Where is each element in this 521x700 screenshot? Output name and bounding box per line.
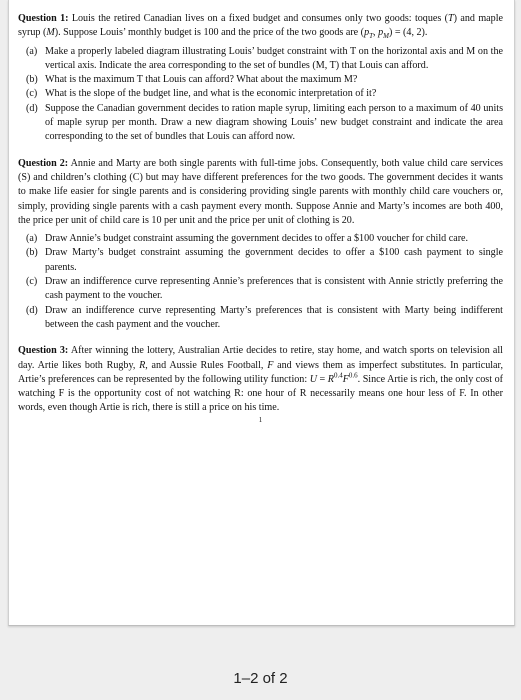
- question-2-parts: [18, 232, 503, 332]
- question-2-part-c: (c) Draw an indifference curve representing Annie’s preferences that is consistent with Annie strictly preferring the cash payment to the voucher.: [26, 276, 503, 302]
- page-number: 1: [258, 415, 263, 424]
- question-2-part-b: (b) Draw Marty’s budget constraint assuming the government decides to offer a $100 cash payment to single parents.: [26, 247, 503, 273]
- question-1-part-c: (c) What is the slope of the budget line, and what is the economic interpretation of it?: [26, 88, 377, 100]
- question-1-part-d: (d) Suppose the Canadian government decides to ration maple syrup, limiting each person to a maximum of 40 units of maple syrup per month. Draw a new diagram showing Louis’ new budget constraint and indicate the area corresponding to the set of bundles that Louis can afford now.: [26, 102, 503, 143]
- page-content: [18, 12, 503, 424]
- question-2-label: Question 2:: [18, 157, 69, 169]
- question-1-label: Question 1:: [18, 13, 69, 24]
- question-2-part-a: (a) Draw Annie’s budget constraint assuming the government decides to offer a $100 voucher for child care.: [26, 233, 469, 245]
- page-indicator: 1–2 of 2: [233, 670, 288, 687]
- document-page: [8, 0, 515, 626]
- question-3-intro: Question 3: After winning the lottery, Australian Artie decides to retire, stay home, and watch sports on television all day. Artie likes both Rugby, R, and Aussie Rules Football, F and views them as imperfect substitutes. In particular, Artie’s preferences can be represented by the following utility function: $U = R^{0.4}F^{0.6}$. Since Artie is rich, the only cost of watching F is the opportunity cost of not watching R: one hour of R necessarily means one hour less of F. In other words, even though Artie is rich, there is still a price on his time.: [18, 345, 504, 414]
- question-1-parts: [18, 45, 503, 145]
- question-3-label: Question 3:: [18, 345, 69, 357]
- question-2-part-d: (d) Draw an indifference curve representing Marty’s preferences that is consistent with Marty being indifferent between the cash payment and the voucher.: [26, 304, 503, 330]
- question-1-part-a: (a) Make a properly labeled diagram illustrating Louis’ budget constraint with T on the horizontal axis and M on the vertical axis. Indicate the area corresponding to the set of bundles (M, T) that Louis can afford.: [26, 45, 503, 71]
- question-1-part-b: (b) What is the maximum T that Louis can afford? What about the maximum M?: [26, 74, 358, 86]
- question-1-intro: Question 1: Louis the retired Canadian lives on a fixed budget and consumes only two goods: toques (T) and maple syrup (M). Suppose Louis’ monthly budget is 100 and the price of the two goods are ($p_T$, $p_M) = (4$, 2).: [18, 13, 503, 41]
- question-2-intro: Question 2: Annie and Marty are both single parents with full-time jobs. Consequently, both value child care services (S) and children’s clothing (C) but may have different preferences for the two goods. The government decides it wants to make life easier for single parents and is considering providing single parents with monthly child care vouchers or, simply, providing single parents with a cash payment every month. Suppose Annie and Marty’s incomes are both 400, the price per unit of child care is 10 per unit and the price per unit of clothing is 20.: [18, 157, 503, 226]
